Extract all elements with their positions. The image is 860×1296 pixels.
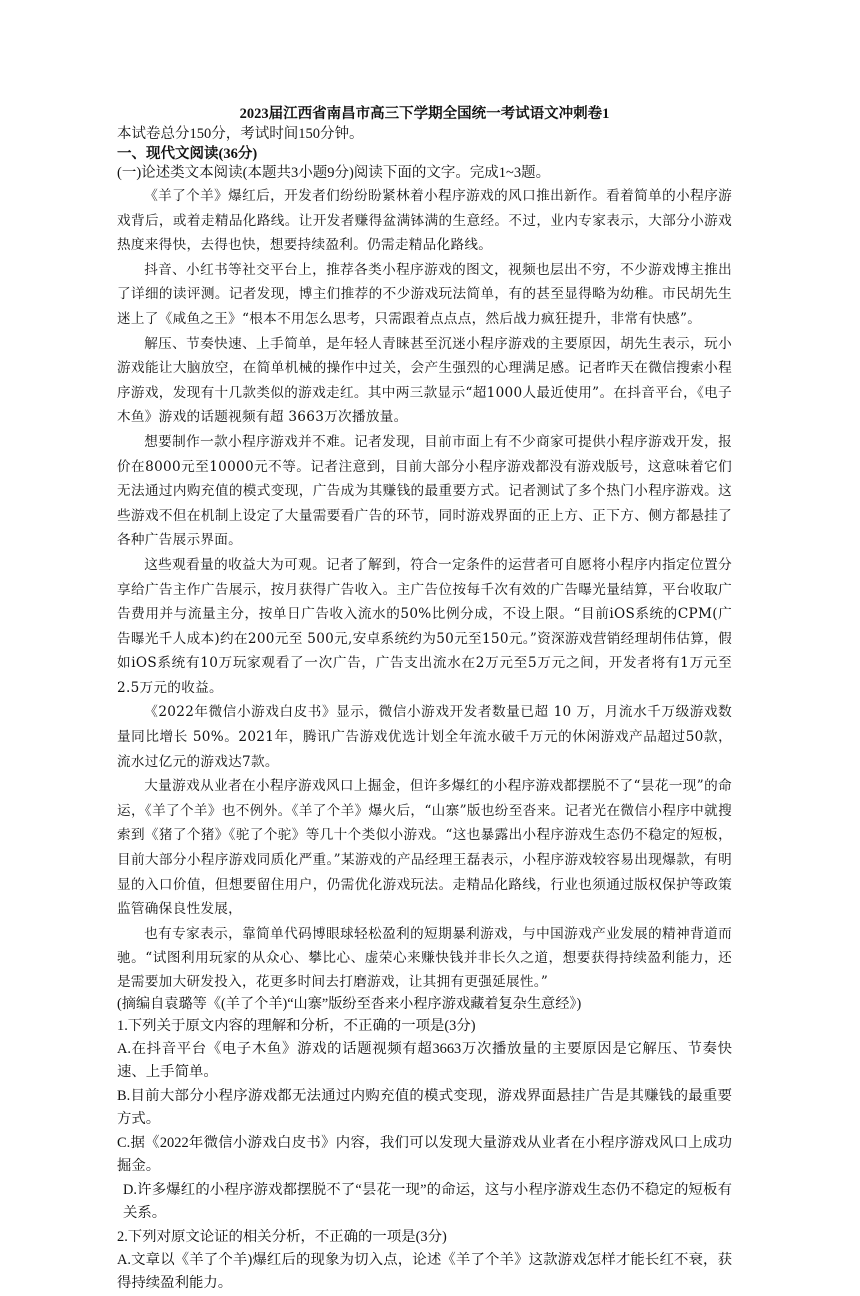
question-stem: 1.下列关于原文内容的理解和分析，不正确的一项是(3分) [117,1017,476,1034]
question-stem: 2.下列对原文论证的相关分析，不正确的一项是(3分) [117,1228,447,1245]
passage-paragraph: 《羊了个羊》爆红后，开发者们纷纷盼紧林着小程序游戏的风口推出新作。看着简单的小程序游戏背后，或着走精品化路线。让开发者赚得盆满钵满的生意经。不过，业内专家表示，大部分小游戏热度来得快，去得也快，想要持续盈利。仍需走精品化路线。 [117,188,732,254]
document-title: 2023届江西省南昌市高三下学期全国统一考试语文冲刺卷1 [239,106,610,122]
reading-passage [117,184,732,994]
passage-paragraph: 想要制作一款小程序游戏并不难。记者发现，目前市面上有不少商家可提供小程序游戏开发，报价在8000元至10000元不等。记者注意到，目前大部分小程序游戏都没有游戏版号，这意味着它们无法通过内购充值的模式变现，广告成为其赚钱的最重要方式。记者测试了多个热门小程序游戏。这些游戏不但在机制上设定了大量需要看广告的环节，同时游戏界面的正上方、正下方、侧方都悬挂了各种广告展示界面。 [117,433,732,549]
subsection-heading: (一)论述类文本阅读(本题共3小题9分)阅读下面的文字。完成1~3题。 [117,165,551,181]
answer-option-d: D.许多爆红的小程序游戏都摆脱不了“昙花一现”的命运，这与小程序游戏生态仍不稳定的短板有关系。 [123,1181,732,1222]
passage-paragraph: 也有专家表示，靠简单代码博眼球轻松盈利的短期暴利游戏，与中国游戏产业发展的精神背道而驰。“试图利用玩家的从众心、攀比心、虚荣心来赚快钱并非长久之道，想要获得持续盈利能力，还是需要加大研发投入，花更多时间去打磨游戏，让其拥有更强延展性。” [117,925,732,990]
answer-option-c: C.据《2022年微信小游戏白皮书》内容，我们可以发现大量游戏从业者在小程序游戏风口上成功掘金。 [117,1134,732,1175]
question-2 [117,1226,732,1296]
answer-option-b: B.目前大部分小程序游戏都无法通过内购充值的模式变现，游戏界面悬挂广告是其赚钱的最重要方式。 [117,1087,732,1128]
passage-paragraph: 《2022年微信小游戏白皮书》显示，微信小游戏开发者数量已超 10 万，月流水千万级游戏数量同比增长 50%。2021年，腾讯广告游戏优选计划全年流水破千万元的休闲游戏产品超过50款，流水过亿元的游戏达7款。 [117,704,732,770]
answer-option-a: A.在抖音平台《电子木鱼》游戏的话题视频有超3663万次播放量的主要原因是它解压、节奏快速、上手简单。 [117,1040,732,1081]
source-note: (摘编自袁璐等《(羊了个羊)“山寨”版纷至沓来小程序游戏藏着复杂生意经》) [117,995,582,1012]
question-1 [117,1015,732,1226]
answer-option-a: A.文章以《羊了个羊)爆红后的现象为切入点，论述《羊了个羊》这款游戏怎样才能长红不衰，获得持续盈利能力。 [117,1251,732,1292]
passage-paragraph: 这些观看量的收益大为可观。记者了解到，符合一定条件的运营者可自愿将小程序内指定位置分享给广告主作广告展示，按月获得广告收入。主广告位按每千次有效的广告曝光量结算，平台收取广告费用并与流量主分，按单日广告收入流水的50%比例分成，不设上限。“目前iOS系统的CPM(广告曝光千人成本)约在200元至 500元,安卓系统约为50元至150元。”资深游戏营销经理胡伟估算，假如iOS系统有10万玩家观看了一次广告，广告支出流水在2万元至5万元之间，开发者将有1万元至2.5万元的收益。 [117,556,732,696]
passage-paragraph: 抖音、小红书等社交平台上，推荐各类小程序游戏的图文，视频也层出不穷，不少游戏博主推出了详细的读评测。记者发现，博主们推荐的不少游戏玩法简单，有的甚至显得略为幼稚。市民胡先生迷上了《咸鱼之王》“根本不用怎么思考，只需跟着点点点，然后战力疯狂提升，非常有快感”。 [117,261,732,327]
passage-paragraph: 解压、节奏快速、上手简单，是年轻人青睐甚至沉迷小程序游戏的主要原因，胡先生表示，玩小游戏能让大脑放空，在简单机械的操作中过关，会产生强烈的心理满足感。记者昨天在微信搜索小程序游戏，发现有十几款类似的游戏走红。其中两三款显示“超1000人最近使用”。在抖音平台，《电子木鱼》游戏的话题视频有超 3663万次播放量。 [117,335,732,426]
section-heading: 一、现代文阅读(36分) [117,146,258,162]
passage-paragraph: 大量游戏从业者在小程序游戏风口上掘金，但许多爆红的小程序游戏都摆脱不了“昙花一现”的命运，《羊了个羊》也不例外。《羊了个羊》爆火后，“山寨”版也纷至沓来。记者光在微信小程序中就搜索到《猪了个猪》《驼了个驼》等几十个类似小游戏。“这也暴露出小程序游戏生态仍不稳定的短板，目前大部分小程序游戏同质化严重。”某游戏的产品经理王磊表示，小程序游戏较容易出现爆款，有明显的入口价值，但想要留住用户，仍需优化游戏玩法。走精品化路线，行业也须通过版权保护等政策监管确保良性发展， [117,778,732,918]
exam-info: 本试卷总分150分，考试时间150分钟。 [117,126,364,142]
